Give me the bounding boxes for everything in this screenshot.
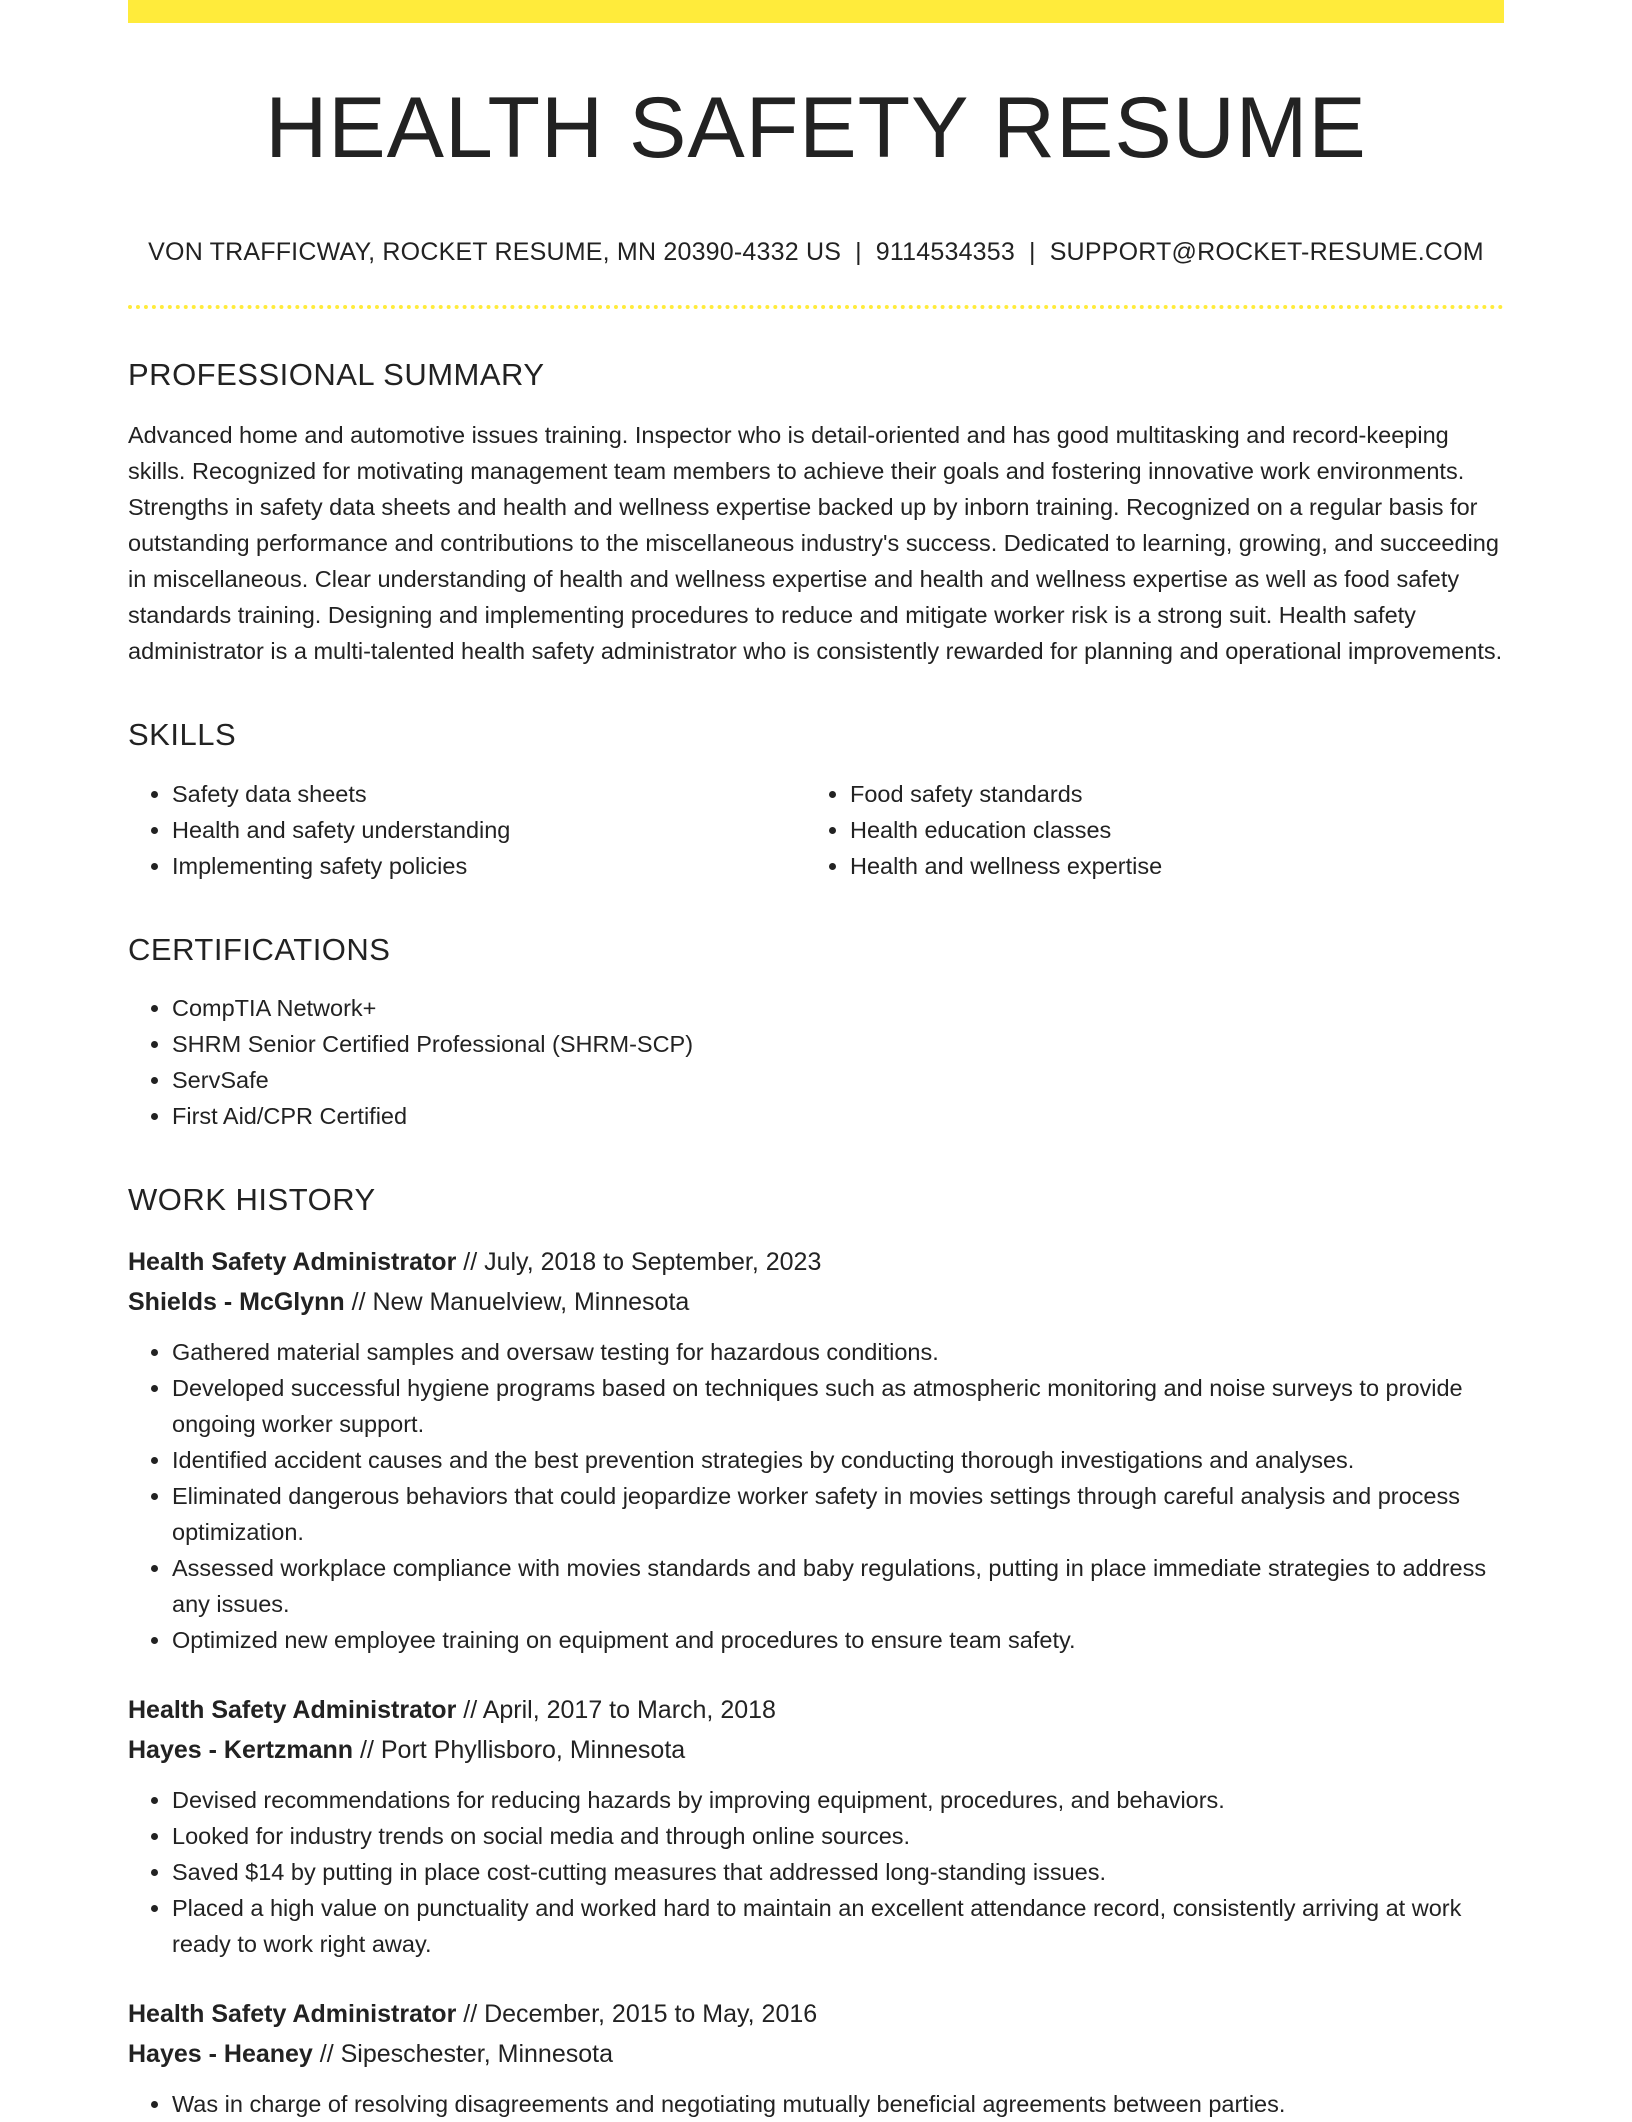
job-dates: // July, 2018 to September, 2023	[456, 1248, 822, 1277]
skill-item: • Food safety standards	[850, 776, 1484, 812]
job-bullet: • Identified accident causes and the best prevention strategies by conducting thorough investigations and analyses.	[172, 1442, 1504, 1478]
contact-separator: |	[855, 238, 862, 267]
dotted-divider	[128, 305, 1504, 309]
certification-item: • First Aid/CPR Certified	[172, 1098, 1504, 1134]
job-role-line	[128, 1242, 1504, 1282]
accent-bar	[128, 0, 1504, 23]
skill-item: • Implementing safety policies	[172, 848, 806, 884]
certification-item: • CompTIA Network+	[172, 990, 1504, 1026]
job-bullet: • Developed successful hygiene programs based on techniques such as atmospheric monitoring and noise surveys to provide ongoing worker support.	[172, 1370, 1504, 1442]
job-dates: // December, 2015 to May, 2016	[456, 2000, 818, 2029]
work-history-heading: WORK HISTORY	[128, 1181, 376, 1217]
job-dates: // April, 2017 to March, 2018	[456, 1696, 776, 1725]
job-role: Health Safety Administrator	[128, 1696, 457, 1725]
certification-item: • SHRM Senior Certified Professional (SHRM-SCP)	[172, 1026, 1504, 1062]
skills-heading: SKILLS	[128, 717, 237, 753]
job-bullet: • Devised recommendations for reducing hazards by improving equipment, procedures, and behaviors.	[172, 1782, 1504, 1818]
job-role-line	[128, 1690, 1504, 1730]
skills-list-right	[806, 776, 1484, 884]
job-company-line	[128, 2034, 1504, 2074]
job-company-line	[128, 1730, 1504, 1770]
work-history-section	[128, 1181, 1504, 2122]
job-bullets	[128, 1334, 1504, 1658]
job-bullet: • Assessed workplace compliance with movies standards and baby regulations, putting in place immediate strategies to address any issues.	[172, 1550, 1504, 1622]
contact-separator: |	[1028, 238, 1036, 267]
job-location: // Sipeschester, Minnesota	[312, 2040, 613, 2069]
certifications-heading: CERTIFICATIONS	[128, 931, 391, 967]
job-bullet: • Looked for industry trends on social media and through online sources.	[172, 1818, 1504, 1854]
skills-grid	[128, 776, 1504, 884]
contact-phone: 9114534353	[875, 238, 1015, 267]
contact-email: SUPPORT@ROCKET-RESUME.COM	[1049, 238, 1484, 267]
job-entry	[128, 1690, 1504, 1962]
job-role: Health Safety Administrator	[128, 1248, 457, 1277]
summary-text: Advanced home and automotive issues training. Inspector who is detail-oriented and has good multitasking and record-keeping skills. Recognized for motivating management team members to achieve their goals and fostering innovative work environments. Strengths in safety data sheets and health and wellness expertise backed up by inborn training. Recognized on a regular basis for outstanding performance and contributions to the miscellaneous industry's success. Dedicated to learning, growing, and succeeding in miscellaneous. Clear understanding of health and wellness expertise and health and wellness expertise as well as food safety standards training. Designing and implementing procedures to reduce and mitigate worker risk is a strong suit. Health safety administrator is a multi-talented health safety administrator who is consistently rewarded for planning and operational improvements.	[128, 422, 1503, 665]
job-bullet: • Was in charge of resolving disagreements and negotiating mutually beneficial agreements between parties.	[172, 2086, 1504, 2122]
job-location: // New Manuelview, Minnesota	[344, 1288, 690, 1317]
job-entry	[128, 1994, 1504, 2122]
certifications-list	[128, 990, 1504, 1134]
skill-item: • Health and wellness expertise	[850, 848, 1484, 884]
skills-section	[128, 716, 1504, 883]
contact-line	[128, 238, 1504, 267]
certifications-section	[128, 931, 1504, 1134]
skill-item: • Health and safety understanding	[172, 812, 806, 848]
certification-item: • ServSafe	[172, 1062, 1504, 1098]
job-company-line	[128, 1282, 1504, 1322]
skill-item: • Safety data sheets	[172, 776, 806, 812]
skill-item: • Health education classes	[850, 812, 1484, 848]
job-bullet: • Gathered material samples and oversaw testing for hazardous conditions.	[172, 1334, 1504, 1370]
resume-page	[128, 0, 1504, 2122]
job-bullets	[128, 1782, 1504, 1962]
job-bullet: • Eliminated dangerous behaviors that could jeopardize worker safety in movies settings through careful analysis and process optimization.	[172, 1478, 1504, 1550]
contact-address: VON TRAFFICWAY, ROCKET RESUME, MN 20390-4332 US	[148, 238, 842, 267]
job-bullet: • Saved $14 by putting in place cost-cutting measures that addressed long-standing issues.	[172, 1854, 1504, 1890]
job-entry	[128, 1242, 1504, 1658]
job-company: Hayes - Kertzmann	[128, 1736, 354, 1765]
skills-list-left	[128, 776, 806, 884]
job-role: Health Safety Administrator	[128, 2000, 457, 2029]
job-role-line	[128, 1994, 1504, 2034]
job-bullet: • Placed a high value on punctuality and worked hard to maintain an excellent attendance record, consistently arriving at work ready to work right away.	[172, 1890, 1504, 1962]
job-bullet: • Optimized new employee training on equipment and procedures to ensure team safety.	[172, 1622, 1504, 1658]
job-company: Hayes - Heaney	[128, 2040, 313, 2069]
job-company: Shields - McGlynn	[128, 1288, 345, 1317]
summary-heading: PROFESSIONAL SUMMARY	[128, 357, 545, 393]
summary-section	[128, 356, 1504, 669]
job-bullets	[128, 2086, 1504, 2122]
resume-title: HEALTH SAFETY RESUME	[265, 80, 1367, 176]
job-location: // Port Phyllisboro, Minnesota	[353, 1736, 686, 1765]
